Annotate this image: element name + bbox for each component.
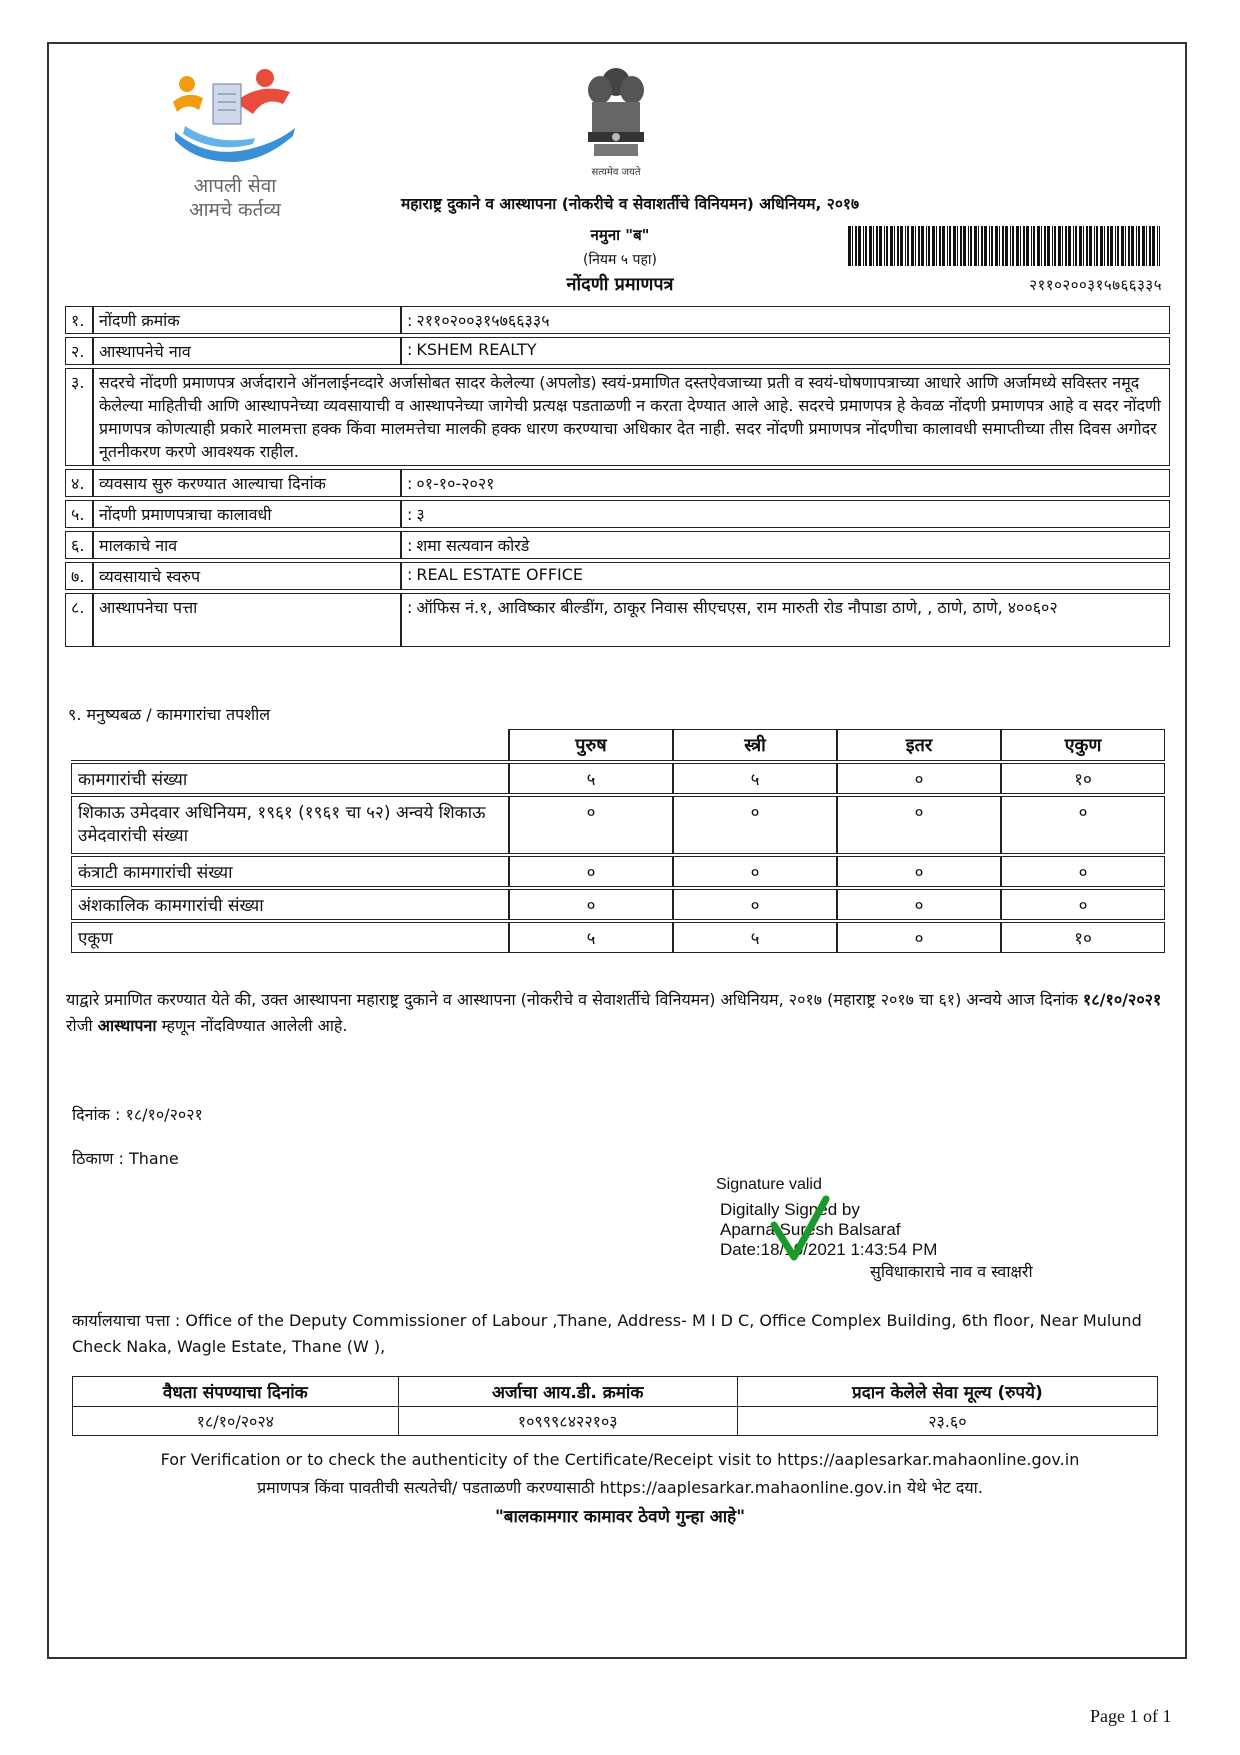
barcode-bar xyxy=(1100,226,1103,266)
workforce-row-label: कामगारांची संख्या xyxy=(71,763,509,794)
barcode-bar xyxy=(918,226,920,266)
barcode-bar xyxy=(869,226,872,266)
header-application-id: अर्जाचा आय.डी. क्रमांक xyxy=(398,1377,737,1407)
barcode-bar xyxy=(1073,226,1074,266)
row-number: ३. xyxy=(65,368,93,466)
row-label: व्यवसाय सुरु करण्यात आल्याचा दिनांक xyxy=(93,469,401,497)
barcode-bar xyxy=(1125,226,1126,266)
barcode-bar xyxy=(970,226,972,266)
barcode-bar xyxy=(932,226,935,266)
barcode-bar xyxy=(1010,226,1011,266)
statement-part2: रोजी xyxy=(66,1016,98,1035)
aaple-sarkar-logo xyxy=(165,62,305,232)
header-expiry-date: वैधता संपण्याचा दिनांक xyxy=(73,1377,399,1407)
registration-type: आस्थापना xyxy=(97,1016,157,1035)
barcode-bar xyxy=(1026,226,1029,266)
cell: ५ xyxy=(673,763,837,794)
barcode-bar xyxy=(942,226,945,266)
barcode-bar xyxy=(1065,226,1067,266)
logo-text-line2: आमचे कर्तव्य xyxy=(189,199,281,221)
barcode-bar xyxy=(926,226,927,266)
barcode-bar xyxy=(1136,226,1137,266)
barcode-bar xyxy=(1086,226,1088,266)
cell: ० xyxy=(1001,856,1165,887)
barcode-bar xyxy=(921,226,924,266)
row-label: आस्थापनेचे नाव xyxy=(93,337,401,365)
barcode-bar xyxy=(863,226,864,266)
barcode-bar xyxy=(884,226,885,266)
barcode-bar xyxy=(1041,226,1042,266)
row-value-cell xyxy=(401,500,1170,528)
cell: ० xyxy=(1001,796,1165,854)
barcode-bar xyxy=(1152,226,1155,266)
barcode-bar xyxy=(947,226,948,266)
detail-row-validity-period xyxy=(65,500,1170,528)
cell: ५ xyxy=(509,763,673,794)
header-total: एकुण xyxy=(1001,729,1165,761)
barcode-bar xyxy=(865,226,867,266)
establishment-name: KSHEM REALTY xyxy=(416,340,537,359)
barcode-bar xyxy=(1110,226,1113,266)
barcode-bar xyxy=(915,226,916,266)
business-nature: REAL ESTATE OFFICE xyxy=(416,565,584,584)
cell: ० xyxy=(509,796,673,854)
barcode-bar xyxy=(1016,226,1019,266)
row-label: नोंदणी क्रमांक xyxy=(93,306,401,334)
barcode-bar xyxy=(879,226,882,266)
barcode-bar xyxy=(886,226,888,266)
office-address xyxy=(72,1308,1152,1360)
workforce-row-label: एकूण xyxy=(71,922,509,953)
application-id: १०९९९८४२२१०३ xyxy=(398,1407,737,1436)
cell: ० xyxy=(837,889,1001,920)
barcode-bar xyxy=(1138,226,1140,266)
barcode-bar xyxy=(963,226,966,266)
barcode-bar xyxy=(1068,226,1071,266)
colon: : xyxy=(407,474,413,493)
barcode-bar xyxy=(1121,226,1124,266)
workforce-row-contract xyxy=(71,856,1165,887)
barcode-bar xyxy=(1058,226,1061,266)
header-female: स्त्री xyxy=(673,729,837,761)
row-value-cell xyxy=(401,337,1170,365)
cell: ० xyxy=(837,922,1001,953)
row-value-cell xyxy=(401,469,1170,497)
barcode-bar xyxy=(1128,226,1130,266)
row-number: १. xyxy=(65,306,93,334)
workforce-title: ९. मनुष्यबळ / कामगारांचा तपशील xyxy=(68,705,271,724)
statement-part1: याद्वारे प्रमाणित करण्यात येते की, उक्त आस्थापना महाराष्ट्र दुकाने व आस्थापना (नोकरीचे व सेवाशर्तीचे विनियमन) अधिनियम, २०१७ (महाराष्ट्र २०१७ चा ६१) अन्वये आज दिनांक xyxy=(66,990,1084,1009)
barcode-bar xyxy=(1020,226,1021,266)
act-title: महाराष्ट्र दुकाने व आस्थापना (नोकरीचे व सेवाशर्तीचे विनियमन) अधिनियम, २०१७ xyxy=(400,195,860,213)
workforce-header-empty xyxy=(71,729,509,761)
cell: ० xyxy=(673,796,837,854)
barcode-bar xyxy=(1157,226,1158,266)
barcode-bar xyxy=(873,226,874,266)
detail-row-business-nature xyxy=(65,562,1170,590)
barcode-bar xyxy=(981,226,983,266)
barcode-bar xyxy=(957,226,958,266)
business-start-date: ०१-१०-२०२१ xyxy=(416,474,495,493)
barcode-bar xyxy=(936,226,937,266)
cell: ० xyxy=(509,856,673,887)
office-address-text: Office of the Deputy Commissioner of Labour ,Thane, Address- M I D C, Office Complex Building, 6th floor, Near Mulund Check Naka, Wagle Estate, Thane (W ), xyxy=(72,1311,1142,1356)
national-emblem xyxy=(580,62,652,177)
barcode-bar xyxy=(991,226,993,266)
rule-reference: (नियम ५ पहा) xyxy=(582,252,657,268)
cell: ० xyxy=(673,889,837,920)
barcode-bar xyxy=(1002,226,1004,266)
barcode-bar xyxy=(852,226,853,266)
expiry-date: १८/१०/२०२४ xyxy=(73,1407,399,1436)
signature-date: Date:18/10/2021 1:43:54 PM xyxy=(720,1240,938,1259)
cell: ५ xyxy=(509,922,673,953)
barcode-bar xyxy=(900,226,903,266)
cell: ० xyxy=(509,889,673,920)
detail-row-disclaimer xyxy=(65,368,1170,466)
row-label: मालकाचे नाव xyxy=(93,531,401,559)
barcode-bar xyxy=(939,226,941,266)
workforce-row-label: कंत्राटी कामगारांची संख्या xyxy=(71,856,509,887)
barcode-bar xyxy=(1054,226,1056,266)
header-male: पुरुष xyxy=(509,729,673,761)
form-name: नमुना "ब" xyxy=(590,226,650,244)
issue-date: दिनांक : १८/१०/२०२१ xyxy=(72,1105,203,1124)
office-label: कार्यालयाचा पत्ता : xyxy=(72,1311,186,1330)
barcode-bar xyxy=(949,226,951,266)
barcode-bar xyxy=(1159,226,1160,266)
place-label: ठिकाण : xyxy=(72,1149,130,1168)
barcode-bar xyxy=(1031,226,1032,266)
signer-name: Aparna Suresh Balsaraf xyxy=(720,1220,901,1239)
barcode-bar xyxy=(995,226,998,266)
verification-text-mr: प्रमाणपत्र किंवा पावतीची सत्यतेची/ पडताळणी करण्यासाठी https://aaplesarkar.mahaonline.gov.in येथे भेट दया. xyxy=(257,1478,983,1497)
colon: : xyxy=(407,598,413,617)
row-number: ५. xyxy=(65,500,93,528)
barcode-bar xyxy=(905,226,906,266)
verification-text-en: For Verification or to check the authenticity of the Certificate/Receipt visit to https://aaplesarkar.mahaonline.gov.in xyxy=(160,1450,1080,1469)
emblem-motto: सत्यमेव जयते xyxy=(591,167,641,178)
workforce-table xyxy=(71,727,1165,955)
workforce-header-row xyxy=(71,729,1165,761)
barcode-bar xyxy=(855,226,857,266)
barcode-bar xyxy=(1044,226,1046,266)
row-value-cell xyxy=(401,531,1170,559)
barcode-bar xyxy=(1089,226,1092,266)
validity-header-row xyxy=(73,1377,1158,1407)
barcode-bar xyxy=(1033,226,1035,266)
barcode-bar xyxy=(1079,226,1082,266)
colon: : xyxy=(407,311,413,330)
detail-row-registration-no xyxy=(65,306,1170,334)
barcode-bar xyxy=(974,226,977,266)
colon: : xyxy=(407,536,413,555)
page-number: Page 1 of 1 xyxy=(1090,1706,1172,1726)
workforce-row-parttime xyxy=(71,889,1165,920)
barcode-bar xyxy=(1005,226,1008,266)
row-number: ६. xyxy=(65,531,93,559)
barcode-bar xyxy=(1146,226,1147,266)
row-number: ७. xyxy=(65,562,93,590)
barcode-bar xyxy=(1104,226,1105,266)
barcode-bar xyxy=(1096,226,1098,266)
barcode-bar xyxy=(1131,226,1134,266)
barcode-bar xyxy=(1075,226,1077,266)
workforce-row-total xyxy=(71,922,1165,953)
barcode-bar xyxy=(1149,226,1151,266)
barcode-bar xyxy=(911,226,914,266)
barcode-bar xyxy=(928,226,930,266)
barcode-bar xyxy=(858,226,861,266)
certificate-title: नोंदणी प्रमाणपत्र xyxy=(566,274,674,295)
barcode-bar xyxy=(984,226,987,266)
row-value-cell xyxy=(401,593,1170,647)
cell: ० xyxy=(1001,889,1165,920)
ashoka-emblem-icon xyxy=(580,62,652,160)
barcode-bar xyxy=(1052,226,1053,266)
cell: १० xyxy=(1001,922,1165,953)
barcode-bar xyxy=(1115,226,1116,266)
detail-row-owner-name xyxy=(65,531,1170,559)
barcode-bar xyxy=(953,226,956,266)
statement-part3: म्हणून नोंदविण्यात आलेली आहे. xyxy=(156,1016,348,1035)
barcode-bar xyxy=(897,226,899,266)
header-service-fee: प्रदान केलेले सेवा मूल्य (रुपये) xyxy=(737,1377,1157,1407)
header-other: इतर xyxy=(837,729,1001,761)
barcode-bar xyxy=(848,226,851,266)
barcode-bar xyxy=(876,226,878,266)
child-labour-slogan: "बालकामगार कामावर ठेवणे गुन्हा आहे" xyxy=(494,1507,746,1527)
cell: १० xyxy=(1001,763,1165,794)
barcode-bar xyxy=(1083,226,1084,266)
barcode-number: २११०२००३१५७६६३३५ xyxy=(1029,276,1162,294)
cell: ० xyxy=(837,796,1001,854)
registration-date: १८/१०/२०२१ xyxy=(1083,990,1162,1009)
barcode-bar xyxy=(890,226,893,266)
barcode-bar xyxy=(1107,226,1109,266)
certification-statement xyxy=(66,987,1176,1039)
signature-line1: Digitally Signed by xyxy=(720,1200,860,1219)
workforce-row-apprentices xyxy=(71,796,1165,854)
barcode-bar xyxy=(1142,226,1145,266)
colon: : xyxy=(407,340,413,359)
hands-people-icon xyxy=(165,62,305,172)
logo-text-line1: आपली सेवा xyxy=(193,175,277,197)
cell: ० xyxy=(837,763,1001,794)
colon: : xyxy=(407,505,413,524)
barcode-bar xyxy=(1023,226,1025,266)
establishment-address: ऑफिस नं.१, आविष्कार बील्डींग, ठाकूर निवास सीएचएस, राम मारुती रोड नौपाडा ठाणे, , ठाणे, ठाणे, ४००६०२ xyxy=(416,598,1058,617)
signature-valid-label: Signature valid xyxy=(716,1176,822,1193)
barcode-bar xyxy=(907,226,909,266)
barcode-bar xyxy=(894,226,895,266)
facilitator-label: सुविधाकाराचे नाव व स्वाक्षरी xyxy=(870,1262,1033,1281)
barcode-bar xyxy=(968,226,969,266)
registration-number: २११०२००३१५७६६३३५ xyxy=(416,311,550,330)
issue-place xyxy=(72,1147,179,1169)
detail-row-start-date xyxy=(65,469,1170,497)
row-label: नोंदणी प्रमाणपत्राचा कालावधी xyxy=(93,500,401,528)
cell: ० xyxy=(673,856,837,887)
barcode-bar xyxy=(1012,226,1014,266)
validity-period: ३ xyxy=(416,505,425,524)
barcode-bar xyxy=(978,226,979,266)
barcode-bar xyxy=(1094,226,1095,266)
barcode-bar xyxy=(1062,226,1063,266)
validity-table xyxy=(72,1376,1158,1436)
barcode-bar xyxy=(989,226,990,266)
row-number: ८. xyxy=(65,593,93,647)
row-label: व्यवसायाचे स्वरुप xyxy=(93,562,401,590)
row-number: २. xyxy=(65,337,93,365)
barcode xyxy=(848,226,1160,266)
row-value-cell xyxy=(401,562,1170,590)
green-check-icon xyxy=(770,1195,830,1265)
place-value: Thane xyxy=(129,1149,179,1168)
barcode-bar xyxy=(960,226,962,266)
detail-row-establishment-name xyxy=(65,337,1170,365)
barcode-bar xyxy=(1047,226,1050,266)
cell: ० xyxy=(837,856,1001,887)
row-value-cell xyxy=(401,306,1170,334)
workforce-row-label: अंशकालिक कामगारांची संख्या xyxy=(71,889,509,920)
barcode-bar xyxy=(1117,226,1119,266)
workforce-row-label: शिकाऊ उमेदवार अधिनियम, १९६१ (१९६१ चा ५२) अन्वये शिकाऊ उमेदवारांची संख्या xyxy=(71,796,509,854)
disclaimer-text: सदरचे नोंदणी प्रमाणपत्र अर्जदाराने ऑनलाईनव्दारे अर्जासोबत सादर केलेल्या (अपलोड) स्वयं-प्रमाणित दस्तऐवजाच्या प्रती व स्वयं-घोषणापत्राच्या आधारे आणि अर्जामध्ये सविस्तर नमूद केलेल्या माहितीची आणि आस्थापनेच्या व्यवसायाची व आस्थापनेच्या जागेची प्रत्यक्ष पडताळणी न करता देण्यात आले आहे. सदरचे प्रमाणपत्र हे केवळ नोंदणी प्रमाणपत्र आहे व सदर नोंदणी प्रमाणपत्र कोणत्याही प्रकारे मालमत्ता हक्क किंवा मालमत्तेचा मालकी हक्क धारण करण्याचा अधिकार देत नाही. सदर नोंदणी प्रमाणपत्र नोंदणीचा कालावधी समाप्तीच्या तीस दिवस अगोदर नूतनीकरण करणे आवश्यक राहील. xyxy=(93,368,1170,466)
row-number: ४. xyxy=(65,469,93,497)
barcode-bar xyxy=(999,226,1000,266)
details-table xyxy=(65,303,1170,650)
detail-row-address xyxy=(65,593,1170,647)
cell: ५ xyxy=(673,922,837,953)
row-label: आस्थापनेचा पत्ता xyxy=(93,593,401,647)
workforce-row-workers xyxy=(71,763,1165,794)
barcode-bar xyxy=(1037,226,1040,266)
service-fee: २३.६० xyxy=(737,1407,1157,1436)
colon: : xyxy=(407,565,413,584)
validity-value-row xyxy=(73,1407,1158,1436)
owner-name: शमा सत्यवान कोरडे xyxy=(416,536,530,555)
